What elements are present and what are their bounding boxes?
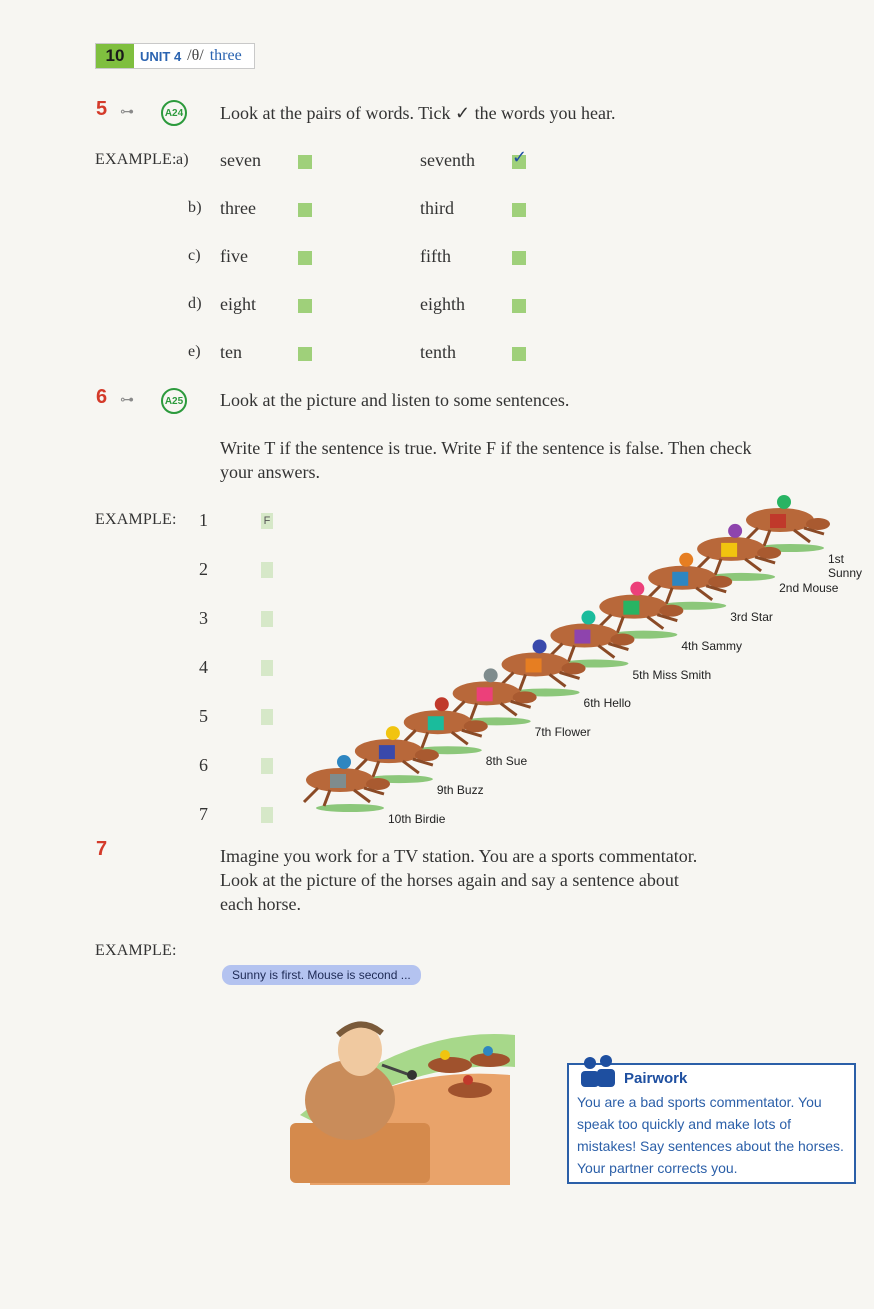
horse-label: 2nd Mouse <box>779 580 839 595</box>
tick-box-right[interactable] <box>512 203 526 217</box>
unit-header <box>95 43 255 69</box>
tick-box-right[interactable] <box>512 251 526 265</box>
example-label: EXAMPLE: <box>95 151 177 168</box>
unit-label: UNIT 4 <box>140 48 182 64</box>
example-label: EXAMPLE: <box>95 511 177 528</box>
unit-title <box>134 44 254 68</box>
audio-track-label: A25 <box>164 395 184 407</box>
item-number: 6 <box>199 755 208 775</box>
answer-box[interactable] <box>261 562 273 578</box>
tick-box-right[interactable] <box>512 299 526 313</box>
item-number: 7 <box>199 804 208 824</box>
horse-label: 6th Hello <box>583 696 631 711</box>
pairwork-people-icon <box>577 1053 619 1089</box>
tick-box-left[interactable] <box>298 203 312 217</box>
item-number: 5 <box>199 706 208 726</box>
item-number: 2 <box>199 559 208 579</box>
word-left: ten <box>220 342 242 362</box>
tick-box-left[interactable] <box>298 347 312 361</box>
tick-box-right[interactable] <box>512 347 526 361</box>
item-number: 4 <box>199 657 208 677</box>
exercise-7-line-1: Imagine you work for a TV station. You are a sports commentator. <box>220 846 698 866</box>
exercise-7-line-2: Look at the picture of the horses again and say a sentence about <box>220 870 679 890</box>
answer-box[interactable] <box>261 660 273 676</box>
audio-track-label: A24 <box>164 107 184 119</box>
row-letter: b) <box>188 199 202 216</box>
answer-box[interactable] <box>261 758 273 774</box>
answer-box[interactable]: F <box>261 513 273 529</box>
word-right: eighth <box>420 294 465 314</box>
pairwork-text: You are a bad sports commentator. You speak too quickly and make lots of mistakes! Say sentences about the horses. Your partner corrects you. <box>577 1094 844 1176</box>
exercise-5-number: 5 <box>96 98 108 120</box>
row-letter: c) <box>188 247 201 264</box>
word-right: fifth <box>420 246 451 266</box>
unit-word: three <box>209 47 242 64</box>
phoneme-symbol: /θ/ <box>187 47 204 64</box>
audio-track-icon[interactable] <box>161 388 187 414</box>
word-left: seven <box>220 150 261 170</box>
audio-track-icon[interactable] <box>161 100 187 126</box>
speech-bubble: Sunny is first. Mouse is second ... <box>222 965 421 985</box>
horse-label: 1st Sunny <box>828 552 863 580</box>
word-left: five <box>220 246 248 266</box>
answer-box[interactable] <box>261 611 273 627</box>
word-right: seventh <box>420 150 475 170</box>
exercise-6-number: 6 <box>96 386 108 408</box>
horse-race-illustration <box>280 480 860 830</box>
item-number: 3 <box>199 608 208 628</box>
tick-box-left[interactable] <box>298 251 312 265</box>
answer-box[interactable] <box>261 709 273 725</box>
row-letter: e) <box>188 343 201 360</box>
tick-mark: ✓ <box>512 147 528 168</box>
tick-box-left[interactable] <box>298 299 312 313</box>
word-right: tenth <box>420 342 456 362</box>
key-icon: ⊶ <box>120 104 134 120</box>
pairwork-box <box>567 1063 856 1184</box>
exercise-6-instruction-2b: your answers. <box>220 462 320 482</box>
exercise-6-instruction: Look at the picture and listen to some sentences. <box>220 390 570 410</box>
horse-label: 3rd Star <box>730 609 773 624</box>
horse-label: 10th Birdie <box>388 812 446 826</box>
pairwork-title: Pairwork <box>624 1070 688 1087</box>
word-right: third <box>420 198 454 218</box>
tick-box-left[interactable] <box>298 155 312 169</box>
horse-label: 8th Sue <box>485 754 528 769</box>
horse-label: 5th Miss Smith <box>632 667 712 682</box>
word-left: eight <box>220 294 256 314</box>
horse-label: 9th Buzz <box>436 783 484 798</box>
example-label: EXAMPLE: <box>95 942 177 959</box>
word-left: three <box>220 198 256 218</box>
horse-label: 7th Flower <box>534 725 591 740</box>
exercise-7-line-3: each horse. <box>220 894 301 914</box>
exercise-6-instruction-2: Write T if the sentence is true. Write F if the sentence is false. Then check <box>220 438 752 458</box>
row-letter: a) <box>176 151 189 168</box>
item-number: 1 <box>199 510 208 530</box>
row-letter: d) <box>188 295 202 312</box>
key-icon: ⊶ <box>120 392 134 408</box>
page-number: 10 <box>96 44 134 68</box>
exercise-5-instruction: Look at the pairs of words. Tick ✓ the words you hear. <box>220 103 616 123</box>
answer-box[interactable] <box>261 807 273 823</box>
horse-label: 4th Sammy <box>681 638 743 653</box>
exercise-7-number: 7 <box>96 838 108 860</box>
commentator-illustration <box>290 1005 520 1185</box>
